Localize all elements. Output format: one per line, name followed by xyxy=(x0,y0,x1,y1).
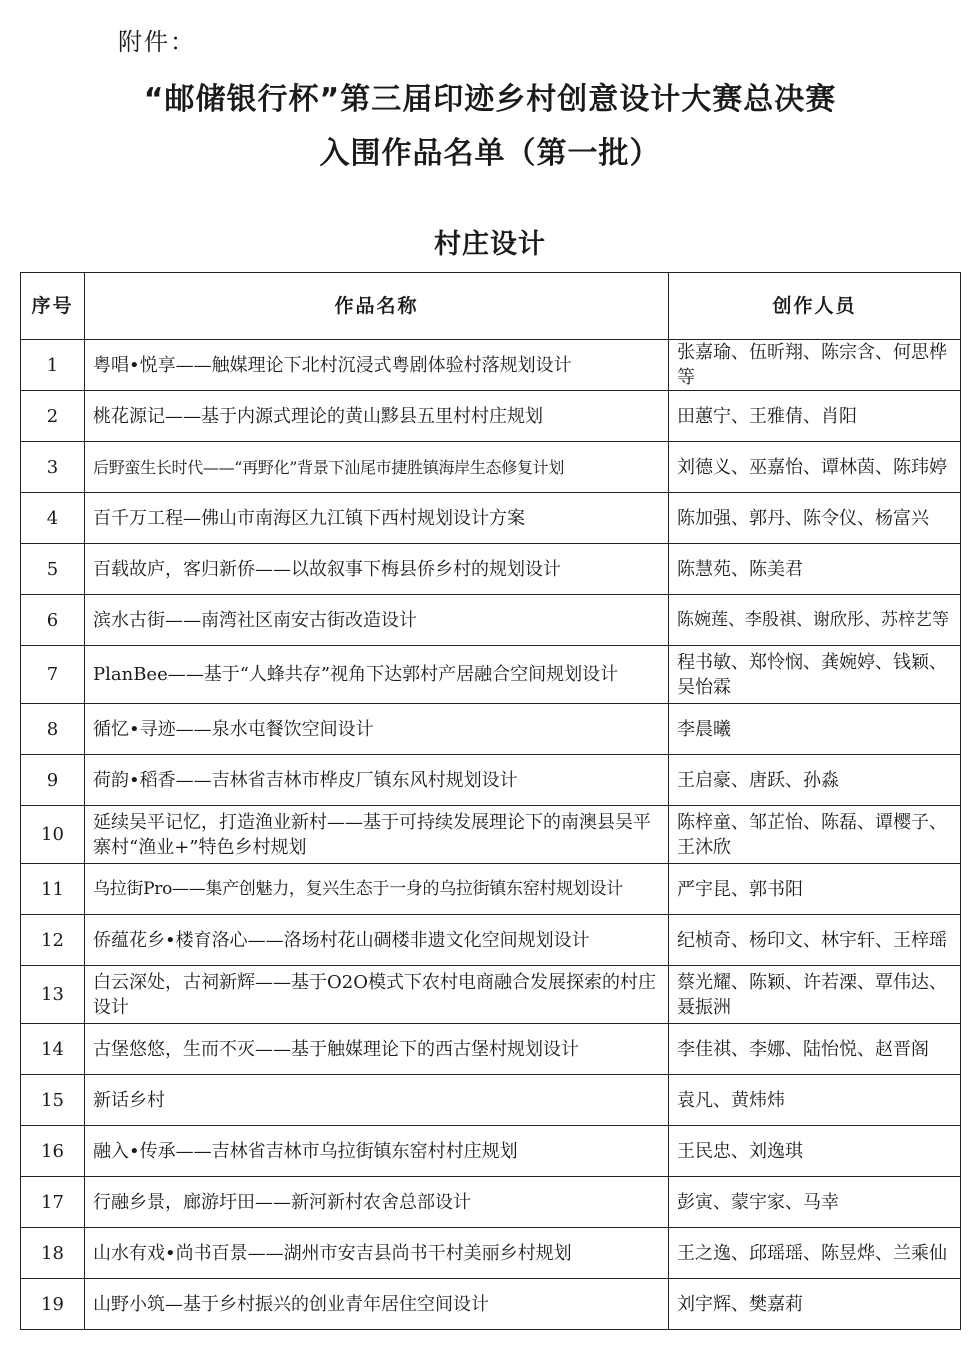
row-number: 3 xyxy=(21,442,85,493)
table-row xyxy=(21,1228,961,1279)
work-name: 行融乡景，廊游圩田——新河新村农舍总部设计 xyxy=(85,1177,669,1228)
table-row xyxy=(21,391,961,442)
work-name: 山野小筑—基于乡村振兴的创业青年居住空间设计 xyxy=(85,1279,669,1330)
work-name: 乌拉街Pro——集产创魅力，复兴生态于一身的乌拉街镇东窑村规划设计 xyxy=(85,864,669,915)
table-header-row xyxy=(21,273,961,340)
finalist-table xyxy=(20,272,961,1330)
work-name: PlanBee——基于“人蜂共存”视角下达郭村产居融合空间规划设计 xyxy=(85,646,669,704)
authors: 王启豪、唐跃、孙淼 xyxy=(669,755,961,806)
table-row xyxy=(21,442,961,493)
authors: 陈梓童、邹芷怡、陈磊、谭樱子、王沐欣 xyxy=(669,806,961,864)
work-name: 融入•传承——吉林省吉林市乌拉街镇东窑村村庄规划 xyxy=(85,1126,669,1177)
authors: 陈慧苑、陈美君 xyxy=(669,544,961,595)
authors: 张嘉瑜、伍昕翔、陈宗含、何思桦等 xyxy=(669,340,961,391)
authors: 纪桢奇、杨印文、林宇轩、王梓瑶 xyxy=(669,915,961,966)
work-name: 循忆•寻迹——泉水屯餐饮空间设计 xyxy=(85,704,669,755)
row-number: 14 xyxy=(21,1024,85,1075)
document-title-line-1: “邮储银行杯”第三届印迹乡村创意设计大赛总决赛 xyxy=(143,82,837,117)
header-number: 序号 xyxy=(21,273,85,340)
row-number: 7 xyxy=(21,646,85,704)
work-name: 荷韵•稻香——吉林省吉林市桦皮厂镇东风村规划设计 xyxy=(85,755,669,806)
row-number: 10 xyxy=(21,806,85,864)
authors: 陈婉莲、李殷祺、谢欣彤、苏梓艺等 xyxy=(669,595,961,646)
authors: 王之逸、邱瑶瑶、陈昱烨、兰乘仙 xyxy=(669,1228,961,1279)
authors: 程书敏、郑怜悯、龚婉婷、钱颖、吴怡霖 xyxy=(669,646,961,704)
header-authors: 创作人员 xyxy=(669,273,961,340)
authors: 蔡光耀、陈颖、许若溧、覃伟达、聂振洲 xyxy=(669,966,961,1024)
work-name: 滨水古街——南湾社区南安古街改造设计 xyxy=(85,595,669,646)
table-row xyxy=(21,646,961,704)
header-work-name: 作品名称 xyxy=(85,273,669,340)
authors: 袁凡、黄炜炜 xyxy=(669,1075,961,1126)
work-name: 山水有戏•尚书百景——湖州市安吉县尚书干村美丽乡村规划 xyxy=(85,1228,669,1279)
row-number: 18 xyxy=(21,1228,85,1279)
work-name: 新话乡村 xyxy=(85,1075,669,1126)
table-row xyxy=(21,340,961,391)
row-number: 8 xyxy=(21,704,85,755)
authors: 李佳祺、李娜、陆怡悦、赵晋阁 xyxy=(669,1024,961,1075)
authors: 陈加强、郭丹、陈令仪、杨富兴 xyxy=(669,493,961,544)
row-number: 1 xyxy=(21,340,85,391)
row-number: 6 xyxy=(21,595,85,646)
table-row xyxy=(21,966,961,1024)
table-row xyxy=(21,1126,961,1177)
row-number: 4 xyxy=(21,493,85,544)
table-row xyxy=(21,544,961,595)
row-number: 12 xyxy=(21,915,85,966)
row-number: 16 xyxy=(21,1126,85,1177)
table-row xyxy=(21,864,961,915)
authors: 田蕙宁、王雅倩、肖阳 xyxy=(669,391,961,442)
work-name: 百载故庐，客归新侨——以故叙事下梅县侨乡村的规划设计 xyxy=(85,544,669,595)
row-number: 2 xyxy=(21,391,85,442)
table-row xyxy=(21,1279,961,1330)
row-number: 9 xyxy=(21,755,85,806)
authors: 刘德义、巫嘉怡、谭林茵、陈玮婷 xyxy=(669,442,961,493)
table-row xyxy=(21,915,961,966)
table-row xyxy=(21,1075,961,1126)
row-number: 11 xyxy=(21,864,85,915)
row-number: 13 xyxy=(21,966,85,1024)
table-row xyxy=(21,595,961,646)
authors: 李晨曦 xyxy=(669,704,961,755)
authors: 刘宇辉、樊嘉莉 xyxy=(669,1279,961,1330)
row-number: 5 xyxy=(21,544,85,595)
row-number: 19 xyxy=(21,1279,85,1330)
authors: 严宇昆、郭书阳 xyxy=(669,864,961,915)
work-name: 侨蕴花乡•楼育洛心——洛场村花山碉楼非遗文化空间规划设计 xyxy=(85,915,669,966)
table-row xyxy=(21,806,961,864)
row-number: 15 xyxy=(21,1075,85,1126)
work-name: 古堡悠悠，生而不灭——基于触媒理论下的西古堡村规划设计 xyxy=(85,1024,669,1075)
work-name: 粤唱•悦享——触媒理论下北村沉浸式粤剧体验村落规划设计 xyxy=(85,340,669,391)
table-row xyxy=(21,493,961,544)
table-row xyxy=(21,704,961,755)
attachment-label: 附件： xyxy=(118,28,196,56)
authors: 王民忠、刘逸琪 xyxy=(669,1126,961,1177)
work-name: 后野蛮生长时代——“再野化”背景下汕尾市捷胜镇海岸生态修复计划 xyxy=(85,442,669,493)
table-row xyxy=(21,1024,961,1075)
authors: 彭寅、蒙宇家、马幸 xyxy=(669,1177,961,1228)
work-name: 白云深处，古祠新辉——基于O2O模式下农村电商融合发展探索的村庄设计 xyxy=(85,966,669,1024)
document-title-line-2: 入围作品名单（第一批） xyxy=(319,136,661,171)
work-name: 百千万工程—佛山市南海区九江镇下西村规划设计方案 xyxy=(85,493,669,544)
section-title: 村庄设计 xyxy=(434,229,546,260)
table-row xyxy=(21,1177,961,1228)
work-name: 延续吴平记忆，打造渔业新村——基于可持续发展理论下的南澳县吴平寨村“渔业+”特色乡村规划 xyxy=(85,806,669,864)
table-row xyxy=(21,755,961,806)
work-name: 桃花源记——基于内源式理论的黄山黟县五里村村庄规划 xyxy=(85,391,669,442)
row-number: 17 xyxy=(21,1177,85,1228)
